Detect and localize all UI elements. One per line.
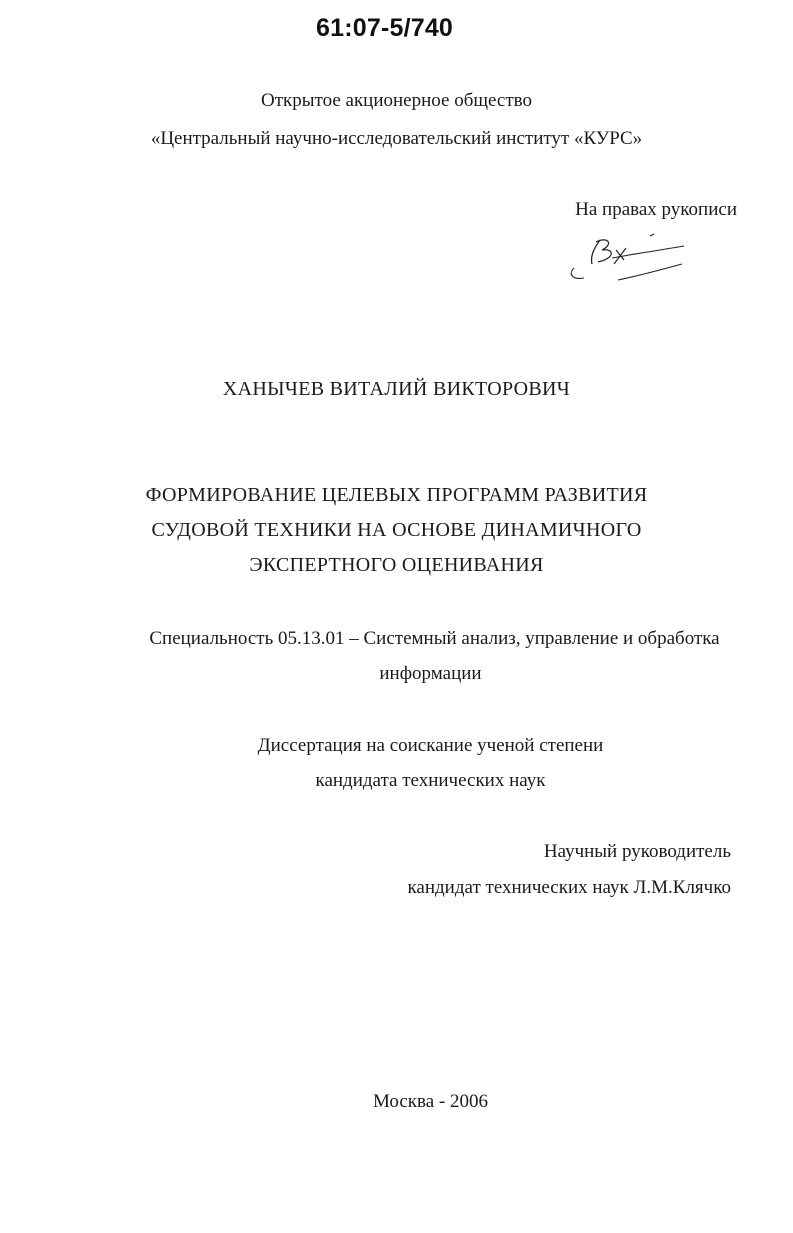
handwritten-signature bbox=[564, 228, 690, 288]
library-code: 61:07-5/740 bbox=[316, 14, 454, 42]
organization-line-1: Открытое акционерное общество bbox=[261, 90, 532, 111]
author-name: ХАНЫЧЕВ ВИТАЛИЙ ВИКТОРОВИЧ bbox=[222, 378, 571, 400]
dissertation-line-1: Диссертация на соискание ученой степени bbox=[257, 735, 604, 756]
title-line-2: СУДОВОЙ ТЕХНИКИ НА ОСНОВЕ ДИНАМИЧНОГО bbox=[151, 519, 642, 541]
title-line-3: ЭКСПЕРТНОГО ОЦЕНИВАНИЯ bbox=[249, 554, 544, 576]
city-year: Москва - 2006 bbox=[372, 1091, 489, 1112]
organization-line-2: «Центральный научно-исследовательский институт «КУРС» bbox=[150, 128, 643, 149]
dissertation-line-2: кандидата технических наук bbox=[315, 770, 546, 791]
supervisor-name: кандидат технических наук Л.М.Клячко bbox=[407, 877, 731, 898]
supervisor-role: Научный руководитель bbox=[543, 841, 731, 862]
title-line-1: ФОРМИРОВАНИЕ ЦЕЛЕВЫХ ПРОГРАММ РАЗВИТИЯ bbox=[145, 484, 648, 506]
specialty-line-2: информации bbox=[379, 663, 482, 684]
specialty-line-1: Специальность 05.13.01 – Системный анализ, управление и обработка bbox=[149, 628, 720, 649]
manuscript-note: На правах рукописи bbox=[575, 199, 737, 220]
